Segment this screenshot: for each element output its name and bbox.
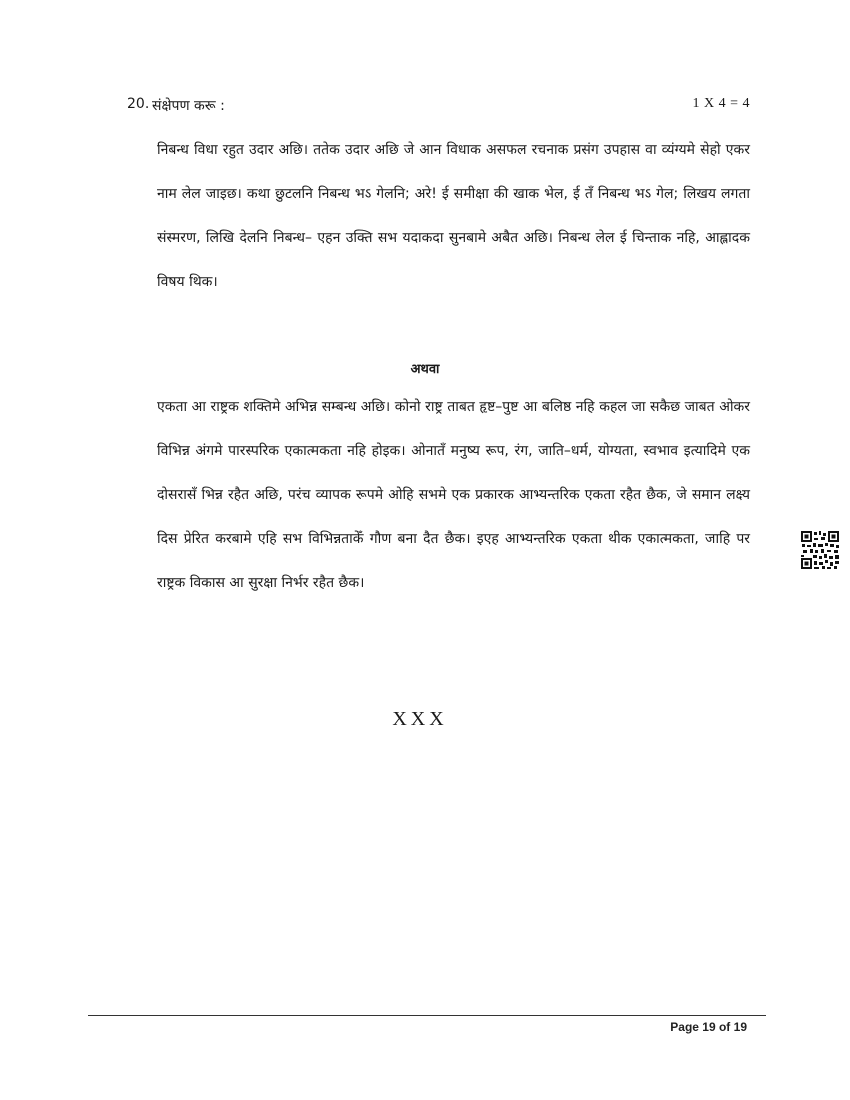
question-header — [127, 96, 750, 118]
qr-code-icon — [800, 530, 840, 570]
passage-2: एकता आ राष्ट्रक शक्तिमे अभिन्न सम्बन्ध अछि। कोनो राष्ट्र ताबत हृष्ट–पुष्ट आ बलिष्ठ नहि कहल जा सकैछ जाबत ओकर विभिन्न अंगमे पारस्परिक एकात्मकता नहि होइक। ओनातँ मनुष्य रूप, रंग, जाति–धर्म, योग्यता, स्वभाव इत्यादिमे एक दोसरासँ भिन्न रहैत अछि, परंच व्यापक रूपमे ओहि सभमे एक प्रकारक आभ्यन्तरिक एकता रहैत छैक, जे समान लक्ष्य दिस प्रेरित करबामे एहि सभ विभिन्नताकेँ गौण बना दैत छैक। इएह आभ्यन्तरिक एकता थीक एकात्मकता, जाहि पर राष्ट्रक विकास आ सुरक्षा निर्भर रहैत छैक। — [157, 399, 751, 591]
end-mark: XXX — [392, 708, 448, 730]
or-label: अथवा — [410, 362, 440, 377]
question-number: 20. — [127, 96, 150, 112]
passage-1: निबन्ध विधा रहुत उदार अछि। ततेक उदार अछि जे आन विधाक असफल रचनाक प्रसंग उपहास वा व्यंग्यमे सेहो एकर नाम लेल जाइछ। कथा छुटलनि निबन्ध भऽ गेलनि; अरे! ई समीक्षा की खाक भेल, ई तँ निबन्ध भऽ गेल; लिखय लगता संस्मरण, लिखि देलनि निबन्ध– एहन उक्ति सभ यदाकदा सुनबामे अबैत अछि। निबन्ध लेल ई चिन्ताक नहि, आह्लादक विषय थिक। — [157, 142, 750, 290]
footer-rule — [88, 1015, 766, 1016]
question-marks: 1 X 4 = 4 — [692, 96, 750, 111]
question-title: संक्षेपण करू : — [152, 98, 225, 114]
page-number: Page 19 of 19 — [670, 1020, 747, 1034]
